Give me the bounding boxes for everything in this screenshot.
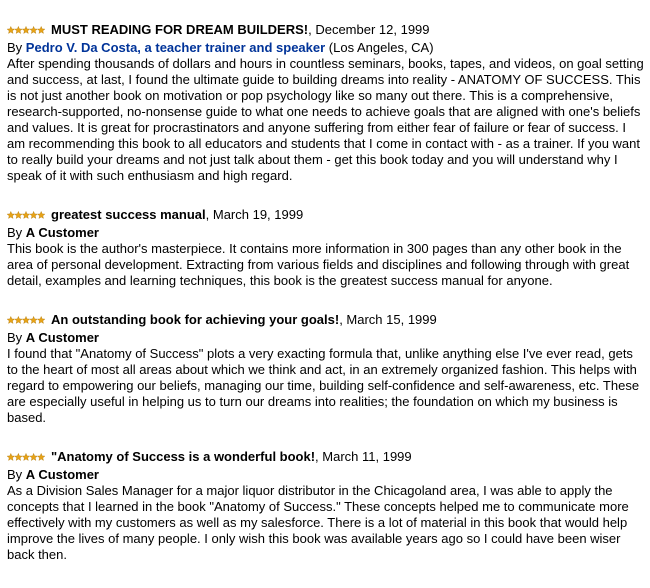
star-icon — [22, 211, 29, 218]
review — [7, 312, 644, 426]
author-link[interactable]: Pedro V. Da Costa, a teacher trainer and speaker — [25, 40, 326, 55]
review-date: , December 12, 1999 — [308, 22, 430, 37]
review-date: , March 15, 1999 — [339, 312, 437, 327]
star-icon — [7, 453, 14, 460]
review-date: , March 11, 1999 — [315, 449, 412, 464]
byline-prefix: By — [7, 330, 26, 345]
review-header — [7, 207, 644, 223]
star-rating-icon — [7, 453, 45, 461]
review — [7, 22, 644, 184]
star-rating-icon — [7, 26, 45, 34]
star-rating-icon — [7, 316, 45, 324]
star-icon — [15, 211, 22, 218]
star-icon — [37, 211, 44, 218]
star-icon — [22, 26, 29, 33]
byline-prefix: By — [7, 40, 26, 55]
review-header — [7, 22, 644, 38]
review-header — [7, 312, 644, 328]
review-text: As a Division Sales Manager for a major liquor distributor in the Chicagoland area, I was able to apply the concepts that I learned in the book "Anatomy of Success." These concepts helped me to communicate more effectively with my customers as well as my salesforce. There is a lot of material in this book that would help improve the lives of many people. I only wish this book was available years ago so I could have been wiser back then. — [7, 483, 629, 562]
star-icon — [7, 26, 14, 33]
star-icon — [15, 26, 22, 33]
review-byline — [7, 40, 644, 56]
author-name: A Customer — [25, 225, 99, 240]
star-icon — [30, 26, 37, 33]
star-icon — [37, 453, 44, 460]
review-byline — [7, 225, 644, 241]
review-text: This book is the author's masterpiece. It contains more information in 300 pages than any other book in the area of personal development. Extracting from various fields and disciplines and following through with great detail, examples and learning techniques, this book is the greatest success manual for anyone. — [7, 241, 630, 288]
star-icon — [37, 316, 44, 323]
star-icon — [7, 211, 14, 218]
byline-prefix: By — [7, 467, 26, 482]
star-icon — [15, 316, 22, 323]
star-icon — [30, 453, 37, 460]
star-icon — [7, 316, 14, 323]
author-location: (Los Angeles, CA) — [325, 40, 434, 55]
star-icon — [22, 453, 29, 460]
review-header — [7, 449, 644, 465]
author-name: A Customer — [25, 330, 99, 345]
star-icon — [30, 211, 37, 218]
review-date: , March 19, 1999 — [205, 207, 304, 222]
review-text: After spending thousands of dollars and hours in countless seminars, books, tapes, and videos, on goal setting and success, at last, I found the ultimate guide to building dreams into reality - ANATOMY OF SUCCESS. This is not just another book on motivation or pop psychology like so many out there. This is a comprehensive, research-supported, no-nonsense guide to what one needs to achieve goals that are aligned with one's beliefs and values. It is great for procrastinators and anyone suffering from either fear of failure or fear of success. I am recommending this book to all educators and students that I come in contact with - as a trainer. If you want to really build your dreams and not just talk about them - get this book today and you will understand why I speak of it with such enthusiasm and high regard. — [7, 56, 644, 183]
review-title: An outstanding book for achieving your goals! — [51, 312, 340, 327]
star-icon — [30, 316, 37, 323]
review-text: I found that "Anatomy of Success" plots a very exacting formula that, unlike anything else I've ever read, gets to the heart of most all areas about which we think and act, in an extremely organized fashion. This helps with regard to empowering our beliefs, managing our time, building self-confidence and self-awareness, etc. These are especially useful in helping us to turn our dreams into realities; the foundation on which my business is based. — [7, 346, 640, 425]
review-title: MUST READING FOR DREAM BUILDERS! — [51, 22, 309, 37]
author-name: A Customer — [25, 467, 99, 482]
review-title: greatest success manual — [51, 207, 206, 222]
star-icon — [22, 316, 29, 323]
star-rating-icon — [7, 211, 45, 219]
review-byline — [7, 467, 644, 483]
byline-prefix: By — [7, 225, 26, 240]
star-icon — [15, 453, 22, 460]
review — [7, 449, 644, 563]
review-byline — [7, 330, 644, 346]
star-icon — [37, 26, 44, 33]
review-title: "Anatomy of Success is a wonderful book! — [51, 449, 316, 464]
review — [7, 207, 644, 289]
